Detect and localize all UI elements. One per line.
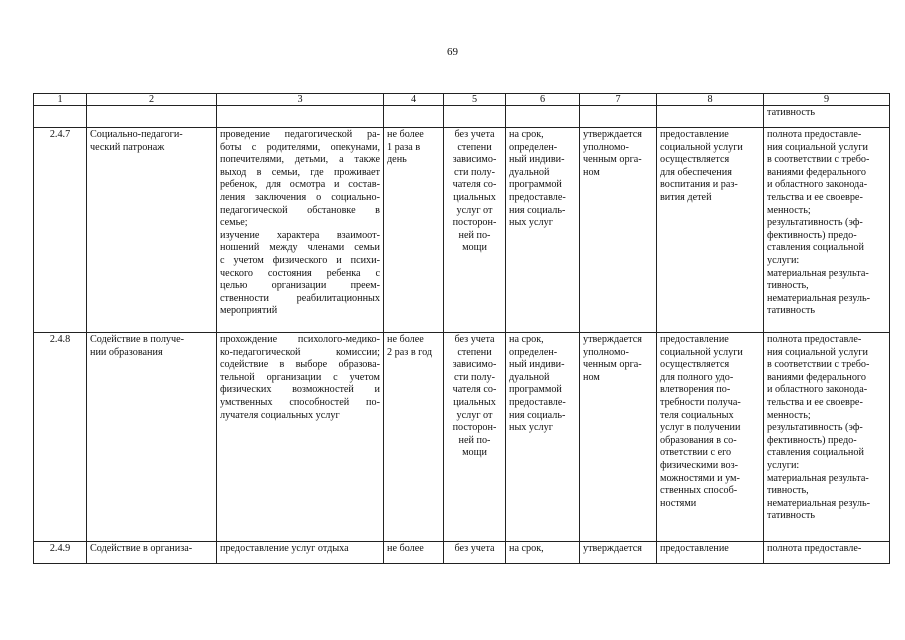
cell-line: ных услуг	[509, 217, 553, 229]
table-cell	[87, 106, 217, 128]
services-table	[33, 93, 890, 564]
conditions-cell	[657, 128, 764, 333]
volume-cell	[384, 542, 444, 564]
cell-line: мощи	[462, 447, 487, 459]
cell-line: утверждается	[583, 334, 642, 345]
cell-line: для полного удо-	[660, 371, 734, 383]
volume-cell	[384, 333, 444, 542]
cell-line: тативность	[767, 305, 815, 317]
cell-line: 1 раза в	[387, 141, 421, 153]
cell-line: ней по-	[458, 229, 491, 241]
row-number-cell: 2.4.9	[34, 542, 87, 564]
cell-line: тельства и ее своевре-	[767, 396, 863, 408]
cell-line: ваниями федерального	[767, 166, 866, 178]
cell-line: влетворения по-	[660, 384, 731, 396]
cell-line: ставления социальной	[767, 242, 864, 254]
cell-line: чателя со-	[452, 179, 497, 191]
cell-line: зависимо-	[452, 359, 497, 371]
cell-line: ния социальной услуги	[767, 346, 868, 358]
table-body	[34, 94, 890, 564]
cell-line: не более	[387, 543, 424, 554]
cell-line: посторон-	[452, 217, 497, 229]
conditions-cell	[657, 333, 764, 542]
approval-cell	[580, 128, 657, 333]
cell-line: определен-	[509, 141, 558, 153]
cell-line: семье;	[220, 217, 248, 229]
service-content-cell	[217, 333, 384, 542]
table-cell	[444, 106, 506, 128]
cell-line: требности получа-	[660, 396, 741, 408]
cell-line: ко-педагогической комиссии;	[220, 346, 380, 358]
cell-line: циальных	[453, 191, 496, 203]
cell-line: день	[387, 154, 407, 166]
table-row	[34, 128, 890, 333]
cell-line: воспитания и раз-	[660, 179, 738, 191]
cell-line: ответствии с его	[660, 447, 732, 459]
cell-line: предоставление	[660, 334, 729, 345]
cell-line: программой	[509, 384, 562, 396]
table-cell	[217, 106, 384, 128]
continuation-row	[34, 106, 890, 128]
cell-line: сти полу-	[454, 371, 495, 383]
payment-cell	[444, 542, 506, 564]
cell-line: утверждается	[583, 543, 642, 554]
cell-line: тативность	[767, 107, 815, 118]
table-cell	[657, 106, 764, 128]
cell-line: предоставление услуг отдыха	[220, 543, 349, 554]
cell-line: ношений между членами семьи	[220, 242, 380, 254]
indicators-cell	[764, 542, 890, 564]
cell-line: материальная результа-	[767, 472, 869, 484]
cell-line: прохождение психолого-медико-	[220, 334, 380, 345]
cell-line: ления заключения о социально-	[220, 191, 380, 203]
indicators-cell	[764, 128, 890, 333]
cell-line: предоставле-	[509, 396, 566, 408]
column-number: 1	[34, 94, 87, 106]
table-row	[34, 542, 890, 564]
cell-line: ния социаль-	[509, 204, 566, 216]
cell-line: в соответствии с требо-	[767, 154, 870, 166]
table-cell	[34, 106, 87, 128]
column-number: 7	[580, 94, 657, 106]
cell-line: фективность) предо-	[767, 229, 857, 241]
term-cell	[506, 333, 580, 542]
cell-line: ребенок, для осмотра и состав-	[220, 179, 380, 191]
cell-line: без учета	[454, 129, 495, 140]
column-number: 4	[384, 94, 444, 106]
cell-line: на срок,	[509, 334, 544, 345]
volume-cell	[384, 128, 444, 333]
cell-line: педагогической обстановке в	[220, 204, 380, 216]
cell-line: в соответствии с требо-	[767, 359, 870, 371]
cell-line: ный индиви-	[509, 359, 565, 371]
cell-line: вития детей	[660, 191, 712, 203]
column-number: 9	[764, 94, 890, 106]
cell-line: ственности реабилитационных	[220, 292, 380, 304]
cell-line: ческого состояния ребенка с	[220, 267, 380, 279]
column-number: 2	[87, 94, 217, 106]
cell-line: нематериальная резуль-	[767, 497, 870, 509]
cell-line: менность;	[767, 204, 811, 216]
cell-line: сти полу-	[454, 166, 495, 178]
cell-line: ставления социальной	[767, 447, 864, 459]
cell-line: умственных способностей по-	[220, 396, 380, 408]
cell-line: без учета	[454, 334, 495, 345]
cell-line: целью организации преем-	[220, 280, 380, 292]
approval-cell	[580, 542, 657, 564]
cell-line: Содействие в организа-	[90, 543, 193, 554]
cell-line: чателя со-	[452, 384, 497, 396]
cell-line: социальной услуги	[660, 141, 743, 153]
cell-line: ном	[583, 166, 600, 178]
cell-line: результативность (эф-	[767, 217, 863, 229]
cell-line: теля социальных	[660, 409, 734, 421]
term-cell	[506, 128, 580, 333]
column-number: 8	[657, 94, 764, 106]
cell-line: для обеспечения	[660, 166, 732, 178]
cell-line: с учетом физического и психи-	[220, 254, 380, 266]
cell-line: и областного законода-	[767, 179, 868, 191]
cell-line: проведение педагогической ра-	[220, 129, 380, 140]
column-number: 6	[506, 94, 580, 106]
cell-line: 2 раз в год	[387, 346, 433, 358]
cell-line: физическими воз-	[660, 459, 739, 471]
cell-line: без учета	[454, 543, 495, 554]
cell-line: программой	[509, 179, 562, 191]
cell-line: циальных	[453, 396, 496, 408]
cell-line: ченным орга-	[583, 359, 642, 371]
cell-line: фективность) предо-	[767, 434, 857, 446]
cell-line: результативность (эф-	[767, 422, 863, 434]
cell-line: услуги:	[767, 254, 800, 266]
cell-line: мощи	[462, 242, 487, 254]
cell-line: уполномо-	[583, 346, 629, 358]
cell-line: ственных способ-	[660, 485, 738, 497]
row-number-cell: 2.4.7	[34, 128, 87, 333]
cell-line: степени	[457, 346, 492, 358]
column-number: 5	[444, 94, 506, 106]
cell-line: осуществляется	[660, 359, 730, 371]
cell-line: не более	[387, 334, 424, 345]
cell-line: попечителями, детьми, а также	[220, 154, 380, 166]
cell-line: предоставле-	[509, 191, 566, 203]
service-content-cell	[217, 128, 384, 333]
cell-line: Содействие в получе-	[90, 334, 185, 345]
cell-line: социальной услуги	[660, 346, 743, 358]
cell-line: услуги:	[767, 459, 800, 471]
cell-line: услуг в получении	[660, 422, 741, 434]
cell-line: ния социальной услуги	[767, 141, 868, 153]
cell-line: нематериальная резуль-	[767, 292, 870, 304]
page-number: 69	[447, 46, 458, 58]
cell-line: зависимо-	[452, 154, 497, 166]
cell-line: не более	[387, 129, 424, 140]
cell-line: материальная результа-	[767, 267, 869, 279]
cell-line: на срок,	[509, 129, 544, 140]
cell-line: степени	[457, 141, 492, 153]
cell-line: ваниями федерального	[767, 371, 866, 383]
indicators-cell	[764, 106, 890, 128]
cell-line: боты с родителями, опекунами,	[220, 141, 380, 153]
cell-line: полнота предоставле-	[767, 543, 862, 554]
cell-line: тельной организации с учетом	[220, 371, 380, 383]
table-row	[34, 333, 890, 542]
approval-cell	[580, 333, 657, 542]
row-number-cell: 2.4.8	[34, 333, 87, 542]
cell-line: услуг от	[456, 204, 493, 216]
cell-line: на срок,	[509, 543, 544, 554]
indicators-cell	[764, 333, 890, 542]
cell-line: тивность,	[767, 485, 809, 497]
service-name-cell	[87, 128, 217, 333]
payment-cell	[444, 128, 506, 333]
cell-line: ния социаль-	[509, 409, 566, 421]
cell-line: ном	[583, 371, 600, 383]
cell-line: тивность,	[767, 280, 809, 292]
table-cell	[580, 106, 657, 128]
table-cell	[506, 106, 580, 128]
cell-line: образования в со-	[660, 434, 737, 446]
cell-line: тативность	[767, 510, 815, 522]
cell-line: мероприятий	[220, 305, 278, 317]
table-cell	[384, 106, 444, 128]
service-content-cell	[217, 542, 384, 564]
cell-line: посторон-	[452, 422, 497, 434]
cell-line: ченным орга-	[583, 154, 642, 166]
term-cell	[506, 542, 580, 564]
column-number: 3	[217, 94, 384, 106]
cell-line: нии образования	[90, 346, 163, 358]
cell-line: тельства и ее своевре-	[767, 191, 863, 203]
cell-line: определен-	[509, 346, 558, 358]
cell-line: содействие в выборе образова-	[220, 359, 380, 371]
cell-line: изучение характера взаимоот-	[220, 229, 380, 241]
cell-line: выход в семьи, где проживает	[220, 166, 380, 178]
cell-line: ный индиви-	[509, 154, 565, 166]
cell-line: полнота предоставле-	[767, 334, 862, 345]
cell-line: менность;	[767, 409, 811, 421]
cell-line: осуществляется	[660, 154, 730, 166]
cell-line: дуальной	[509, 166, 550, 178]
cell-line: предоставление	[660, 129, 729, 140]
conditions-cell	[657, 542, 764, 564]
column-number-row	[34, 94, 890, 106]
service-name-cell	[87, 542, 217, 564]
cell-line: уполномо-	[583, 141, 629, 153]
cell-line: можностями и ум-	[660, 472, 740, 484]
payment-cell	[444, 333, 506, 542]
cell-line: лучателя социальных услуг	[220, 409, 340, 421]
cell-line: ных услуг	[509, 422, 553, 434]
cell-line: и областного законода-	[767, 384, 868, 396]
cell-line: ней по-	[458, 434, 491, 446]
cell-line: дуальной	[509, 371, 550, 383]
cell-line: утверждается	[583, 129, 642, 140]
cell-line: ческий патронаж	[90, 141, 165, 153]
cell-line: ностями	[660, 497, 697, 509]
cell-line: Социально-педагоги-	[90, 129, 183, 140]
cell-line: физических возможностей и	[220, 384, 380, 396]
cell-line: услуг от	[456, 409, 493, 421]
cell-line: предоставление	[660, 543, 729, 554]
cell-line: полнота предоставле-	[767, 129, 862, 140]
service-name-cell	[87, 333, 217, 542]
